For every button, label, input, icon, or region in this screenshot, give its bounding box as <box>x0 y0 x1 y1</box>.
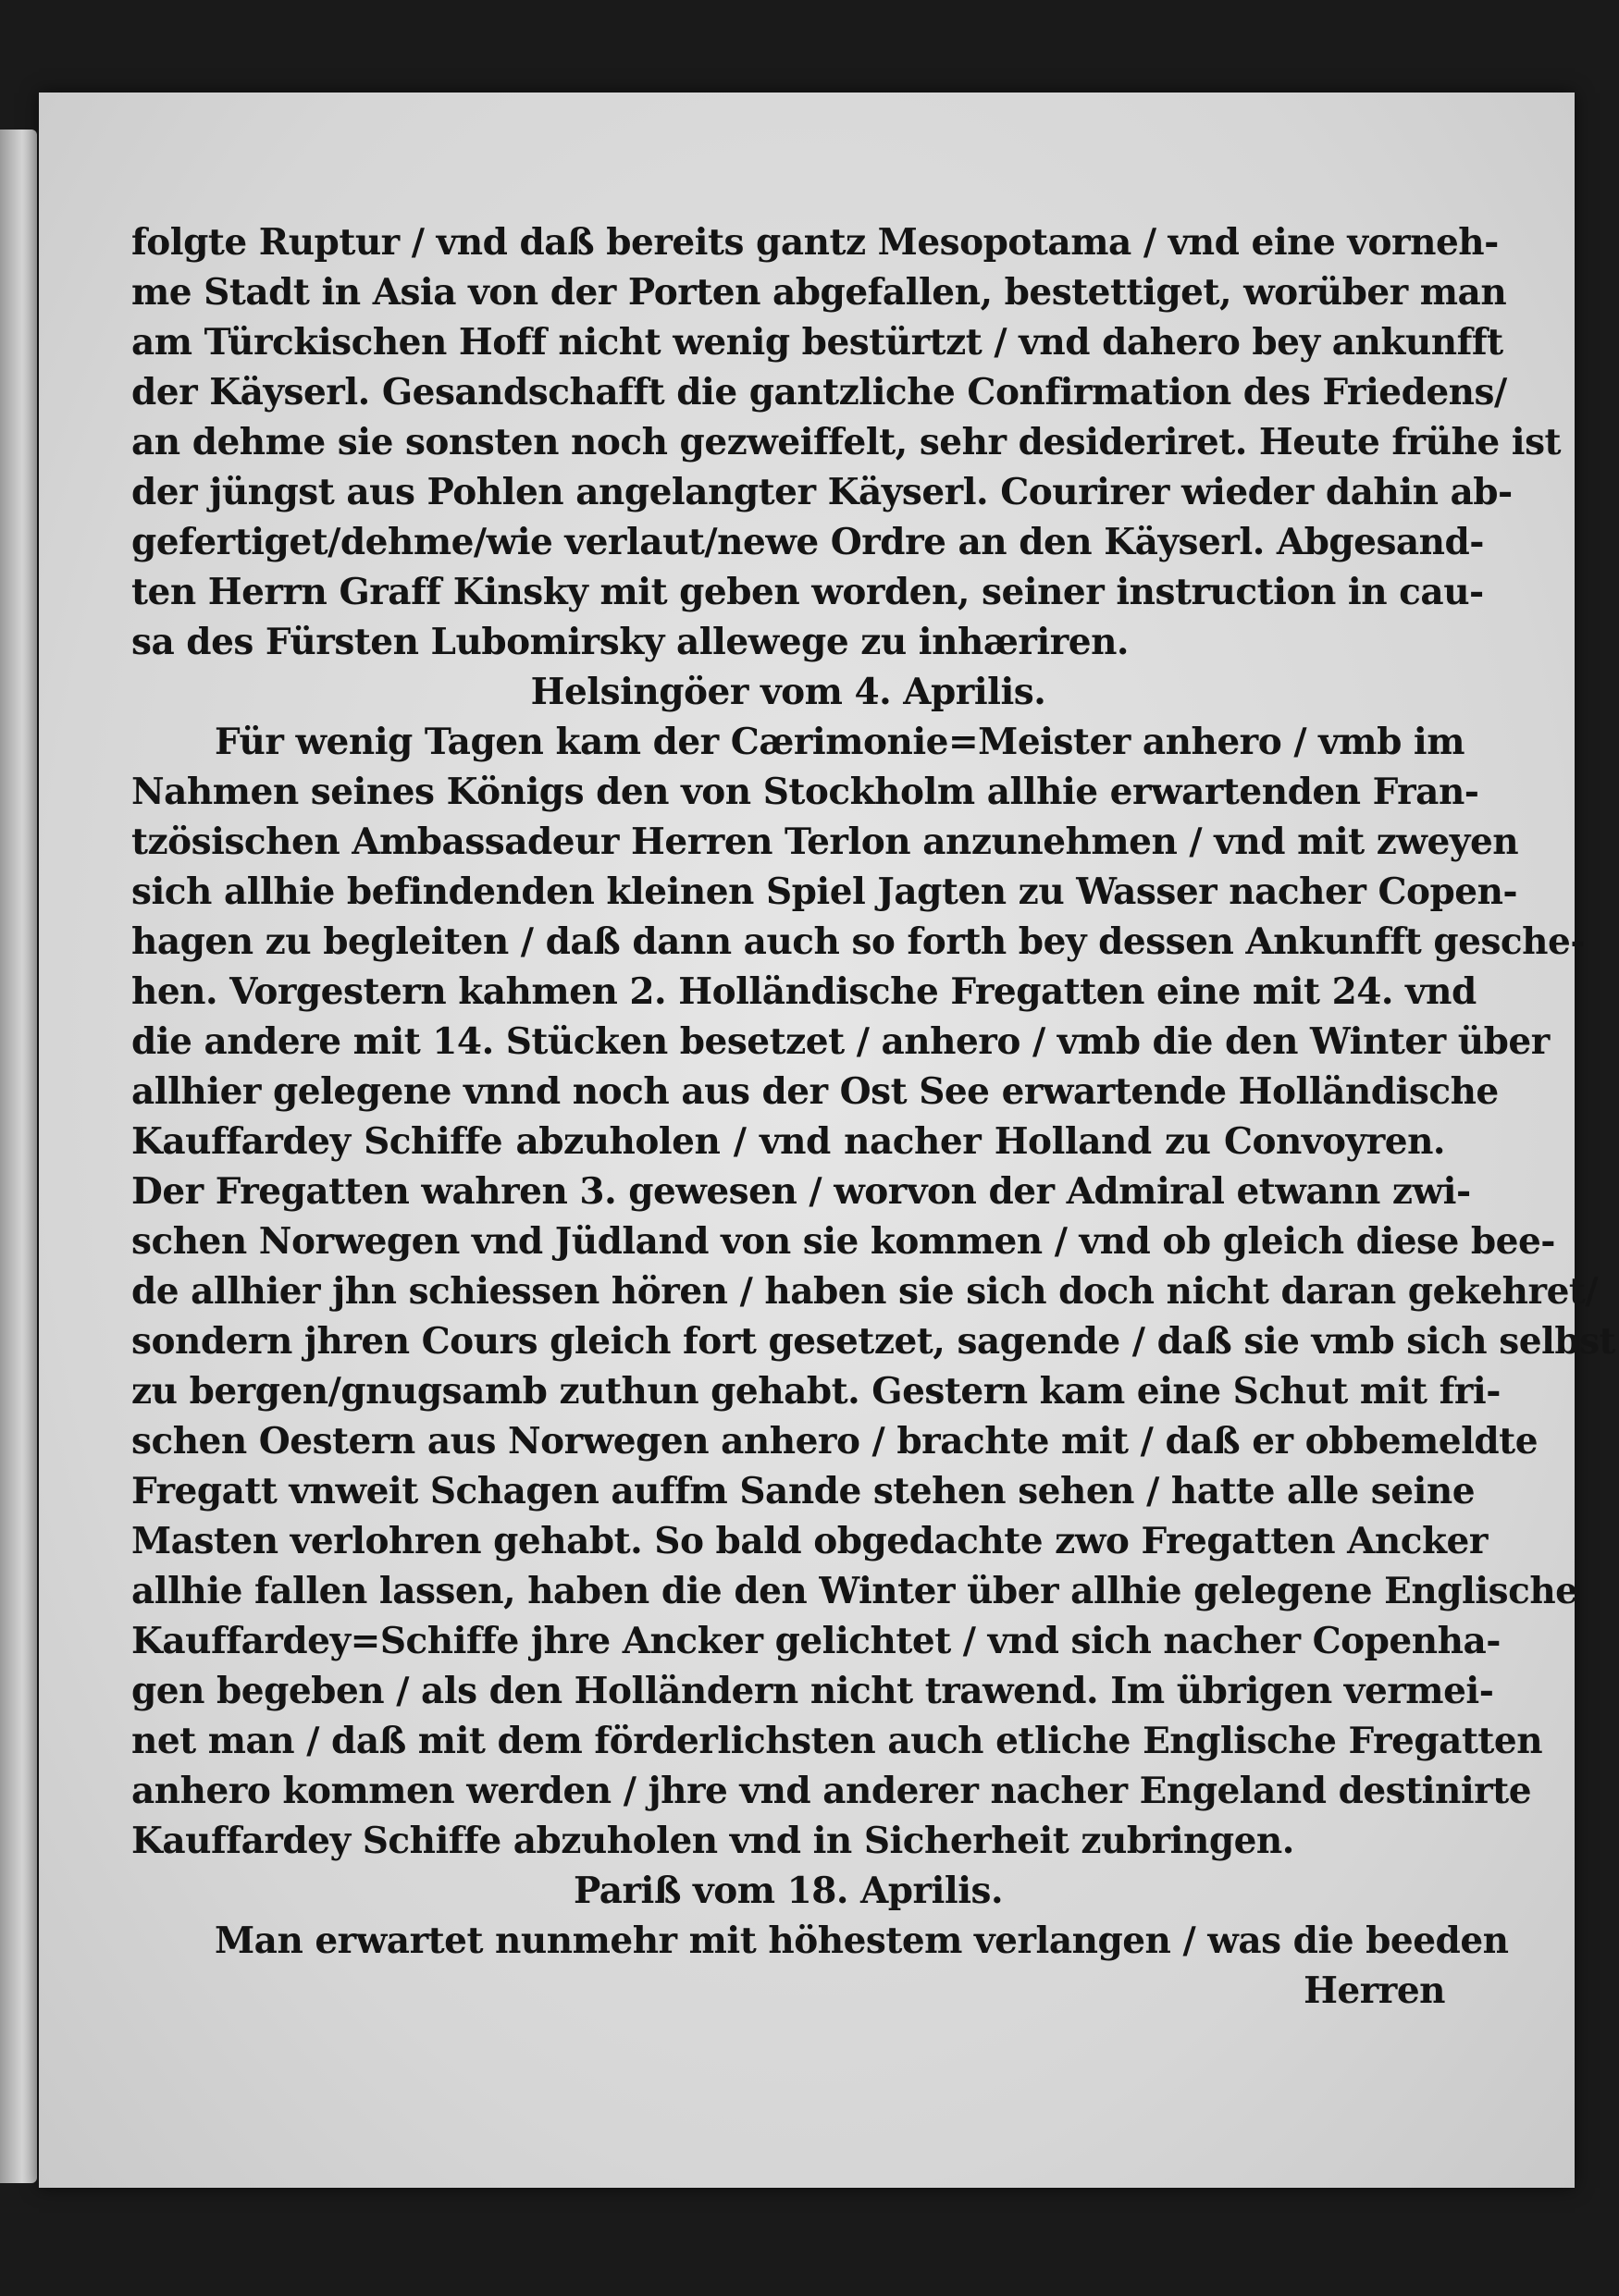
text-line: am Türckischen Hoff nicht wenig bestürtzt / vnd dahero bey ankunfft <box>131 321 1503 364</box>
text-line: gefertiget/dehme/wie verlaut/newe Ordre an den Käyserl. Abgesand- <box>131 521 1484 563</box>
text-line: zu bergen/gnugsamb zuthun gehabt. Gestern kam eine Schut mit fri- <box>131 1370 1501 1413</box>
page-text <box>131 217 1616 2016</box>
text-line: tzösischen Ambassadeur Herren Terlon anzunehmen / vnd mit zweyen <box>131 821 1519 863</box>
text-line: der Käyserl. Gesandschafft die gantzliche Confirmation des Friedens/ <box>131 371 1507 414</box>
text-line: Man erwartet nunmehr mit höhestem verlangen / was die beeden <box>215 1920 1509 1962</box>
book-page <box>39 93 1616 2188</box>
text-line: hagen zu begleiten / daß dann auch so forth bey dessen Ankunfft gesche- <box>131 920 1586 963</box>
text-line: Kauffardey=Schiffe jhre Ancker gelichtet / vnd sich nacher Copenha- <box>131 1620 1501 1662</box>
text-line: allhie fallen lassen, haben die den Winter über allhie gelegene Englische <box>131 1570 1578 1612</box>
text-line: sondern jhren Cours gleich fort gesetzet, sagende / daß sie vmb sich selbst <box>131 1320 1616 1363</box>
text-line: an dehme sie sonsten noch gezweiffelt, sehr desideriret. Heute frühe ist <box>131 421 1562 463</box>
text-line: Masten verlohren gehabt. So bald obgedachte zwo Fregatten Ancker <box>131 1520 1488 1562</box>
text-line: sich allhie befindenden kleinen Spiel Jagten zu Wasser nacher Copen- <box>131 870 1518 913</box>
text-line: folgte Ruptur / vnd daß bereits gantz Mesopotama / vnd eine vorneh- <box>131 221 1499 264</box>
section-helsingoer <box>131 667 1616 1866</box>
text-line: Kauffardey Schiffe abzuholen / vnd nacher Holland zu Convoyren. <box>131 1120 1445 1163</box>
text-line: der jüngst aus Pohlen angelangter Käyserl. Courirer wieder dahin ab- <box>131 471 1513 513</box>
dateline-heading: Pariß vom 18. Aprilis. <box>573 1870 1004 1912</box>
facing-page-edge <box>0 130 37 2183</box>
text-line: schen Oestern aus Norwegen anhero / brachte mit / daß er obbemeldte <box>131 1420 1539 1463</box>
text-line: me Stadt in Asia von der Porten abgefallen, bestettiget, worüber man <box>131 271 1507 314</box>
text-line: die andere mit 14. Stücken besetzet / anhero / vmb die den Winter über <box>131 1020 1550 1063</box>
text-line: Nahmen seines Königs den von Stockholm allhie erwartenden Fran- <box>131 771 1479 813</box>
text-line: hen. Vorgestern kahmen 2. Holländische Fregatten eine mit 24. vnd <box>131 970 1477 1013</box>
text-line: allhier gelegene vnnd noch aus der Ost See erwartende Holländische <box>131 1070 1499 1113</box>
text-line: ten Herrn Graff Kinsky mit geben worden, seiner instruction in cau- <box>131 571 1484 613</box>
section-intro <box>131 217 1562 667</box>
text-line: de allhier jhn schiessen hören / haben sie sich doch nicht daran gekehret/ <box>131 1270 1599 1313</box>
text-line: anhero kommen werden / jhre vnd anderer nacher Engeland destinirte <box>131 1770 1532 1812</box>
text-line: schen Norwegen vnd Jüdland von sie kommen / vnd ob gleich diese bee- <box>131 1220 1555 1263</box>
catchword: Herren <box>1304 1969 1445 2012</box>
text-line: sa des Fürsten Lubomirsky allewege zu inhæriren. <box>131 621 1129 663</box>
text-line: Der Fregatten wahren 3. gewesen / worvon der Admiral etwann zwi- <box>131 1170 1471 1213</box>
section-paris <box>131 1866 1509 1966</box>
text-line: Kauffardey Schiffe abzuholen vnd in Sicherheit zubringen. <box>131 1820 1294 1862</box>
text-line: gen begeben / als den Holländern nicht trawend. Im übrigen vermei- <box>131 1670 1494 1712</box>
text-line: Fregatt vnweit Schagen auffm Sande stehen sehen / hatte alle seine <box>131 1470 1476 1512</box>
dateline-heading: Helsingöer vom 4. Aprilis. <box>530 671 1046 713</box>
text-line: net man / daß mit dem förderlichsten auch etliche Englische Fregatten <box>131 1720 1543 1762</box>
text-line: Für wenig Tagen kam der Cærimonie=Meister anhero / vmb im <box>215 721 1465 763</box>
